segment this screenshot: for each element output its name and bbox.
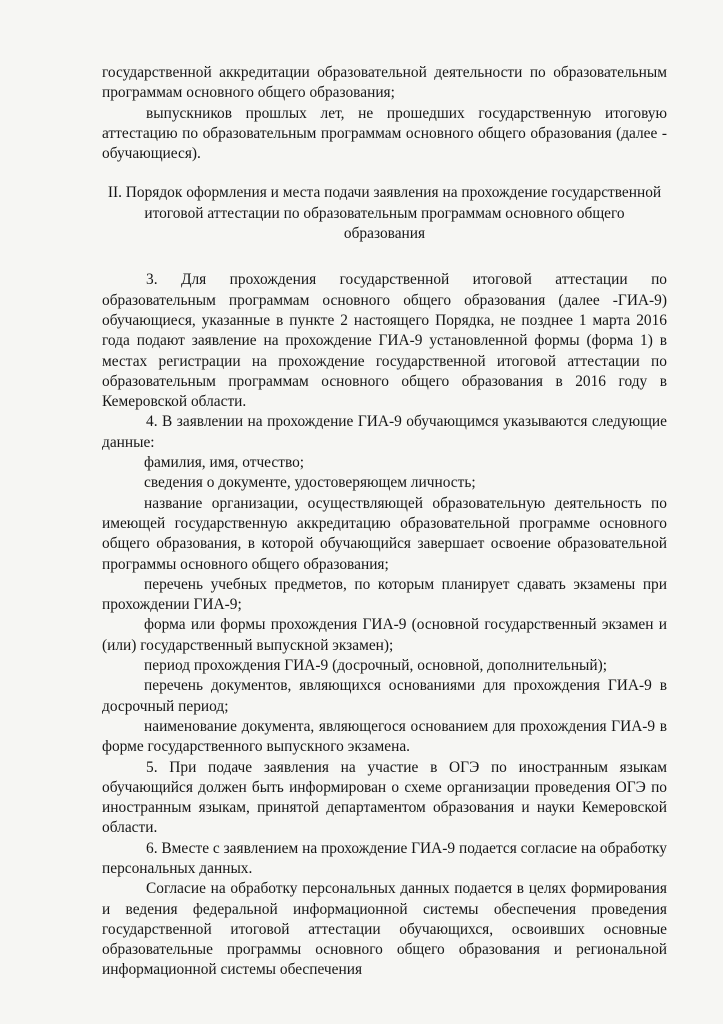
paragraph-continuation: государственной аккредитации образовательной деятельности по образовательным программам основного общего образования; <box>102 64 667 102</box>
paragraph-previous-graduates: выпускников прошлых лет, не прошедших государственную итоговую аттестацию по образовательным программам основного общего образования (далее - обучающиеся). <box>102 104 667 163</box>
list-item-identity-document: сведения о документе, удостоверяющем личность; <box>144 474 476 492</box>
paragraph-personal-data-consent: Согласие на обработку персональных данных подается в целях формирования и ведения федеральной информационной системы обеспечения проведения государственной итоговой аттестации обучающихся, освоивших основные образовательные программы основного общего образования и региональной информационной системы обеспечения <box>102 880 667 979</box>
paragraph-item-6: 6. Вместе с заявлением на прохождение ГИА-9 подается согласие на обработку персональных данных. <box>102 839 667 877</box>
list-item-organization: название организации, осуществляющей образовательную деятельность по имеющей государственную аккредитацию образовательной программе основного общего образования, в которой обучающийся завершает освоение образовательной программы основного общего образования; <box>102 494 667 573</box>
list-item-early-documents: перечень документов, являющихся основаниями для прохождения ГИА-9 в досрочный период; <box>102 677 667 715</box>
document-body <box>102 63 667 981</box>
list-item-subjects: перечень учебных предметов, по которым планирует сдавать экзамены при прохождении ГИА-9; <box>102 575 667 614</box>
list-item-exam-form: форма или формы прохождения ГИА-9 (основной государственный экзамен и (или) государственный выпускной экзамен); <box>102 616 667 654</box>
paragraph-item-3: 3. Для прохождения государственной итоговой аттестации по образовательным программам основного общего образования (далее -ГИА-9) обучающиеся, указанные в пункте 2 настоящего Порядка, не позднее 1 марта 2016 года подают заявление на прохождение ГИА-9 установленной формы (форма 1) в местах регистрации на прохождение государственной итоговой аттестации по образовательным программам основного общего образования в 2016 году в Кемеровской области. <box>102 271 667 411</box>
paragraph-item-4: 4. В заявлении на прохождение ГИА-9 обучающимся указываются следующие данные: <box>102 413 667 451</box>
list-item-exam-period: период прохождения ГИА-9 (досрочный, основной, дополнительный); <box>144 657 608 675</box>
list-item-full-name: фамилия, имя, отчество; <box>144 454 305 472</box>
paragraph-item-5: 5. При подаче заявления на участие в ОГЭ по иностранным языкам обучающийся должен быть информирован о схеме организации проведения ОГЭ по иностранным языкам, принятой департаментом образования и науки Кемеровской области. <box>102 758 667 837</box>
list-item-gve-document: наименование документа, являющегося основанием для прохождения ГИА-9 в форме государственного выпускного экзамена. <box>102 717 667 756</box>
section-heading: II. Порядок оформления и места подачи заявления на прохождение государственной итоговой аттестации по образовательным программам основного общего образования <box>107 184 662 243</box>
